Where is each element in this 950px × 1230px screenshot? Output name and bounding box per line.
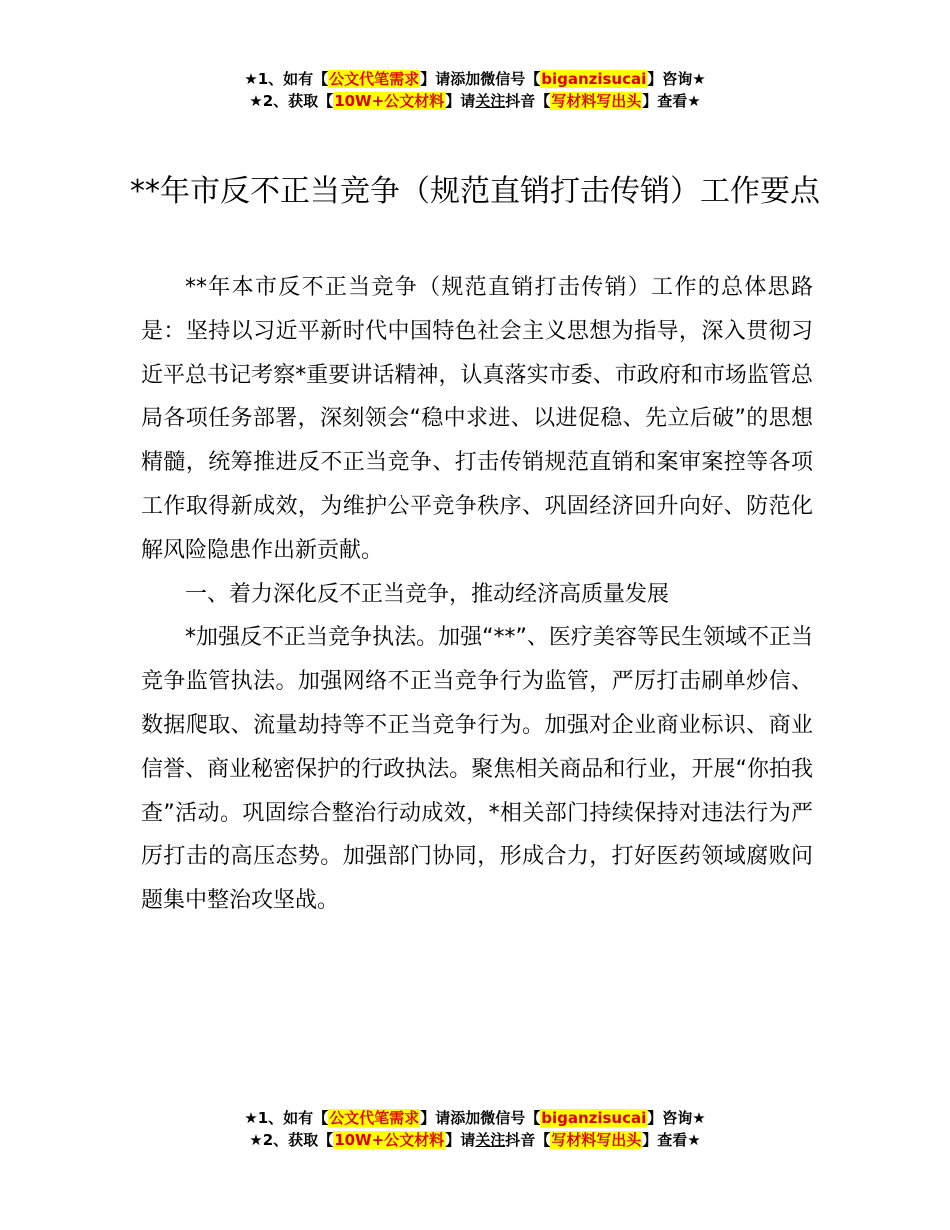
document-body (141, 266, 813, 923)
banner-line-2: ★2、获取【10W+公文材料】请关注抖音【写材料写出头】查看★ (249, 1131, 701, 1149)
banner-highlight: biganzisucai (541, 1109, 647, 1127)
banner-line-1: ★1、如有【公文代笔需求】请添加微信号【biganzisucai】咨询★ (244, 70, 706, 88)
paragraph-overview: **年本市反不正当竞争（规范直销打击传销）工作的总体思路是：坚持以习近平新时代中国特色社会主义思想为指导，深入贯彻习近平总书记考察*重要讲话精神，认真落实市委、市政府和市场监管总局各项任务部署，深刻领会“稳中求进、以进促稳、先立后破”的思想精髓，统筹推进反不正当竞争、打击传销规范直销和案审案控等各项工作取得新成效，为维护公平竞争秩序、巩固经济回升向好、防范化解风险隐患作出新贡献。 (141, 275, 813, 563)
banner-underlined: 关注 (475, 1131, 506, 1149)
section-heading-1: 一、着力深化反不正当竞争，推动经济高质量发展 (185, 581, 670, 607)
banner-underlined: 关注 (475, 92, 506, 110)
header-banner (0, 68, 950, 112)
banner-highlight: 10W+公文材料 (334, 92, 445, 110)
banner-highlight: 公文代笔需求 (329, 1109, 420, 1127)
footer-banner (0, 1107, 950, 1151)
paragraph-enforcement: *加强反不正当竞争执法。加强“**”、医疗美容等民生领域不正当竞争监管执法。加强网络不正当竞争行为监管，严厉打击刷单炒信、数据爬取、流量劫持等不正当竞争行为。加强对企业商业标识、商业信誉、商业秘密保护的行政执法。聚焦相关商品和行业，开展“你拍我查”活动。巩固综合整治行动成效，*相关部门持续保持对违法行为严厉打击的高压态势。加强部门协同，形成合力，打好医药领域腐败问题集中整治攻坚战。 (141, 625, 814, 914)
banner-highlight: 写材料写出头 (551, 1131, 642, 1149)
banner-highlight: biganzisucai (541, 70, 647, 88)
banner-highlight: 公文代笔需求 (329, 70, 420, 88)
banner-highlight: 10W+公文材料 (334, 1131, 445, 1149)
banner-highlight: 写材料写出头 (551, 92, 642, 110)
banner-line-1: ★1、如有【公文代笔需求】请添加微信号【biganzisucai】咨询★ (244, 1109, 706, 1127)
document-title: **年市反不正当竞争（规范直销打击传销）工作要点 (130, 174, 820, 209)
banner-line-2: ★2、获取【10W+公文材料】请关注抖音【写材料写出头】查看★ (249, 92, 701, 110)
